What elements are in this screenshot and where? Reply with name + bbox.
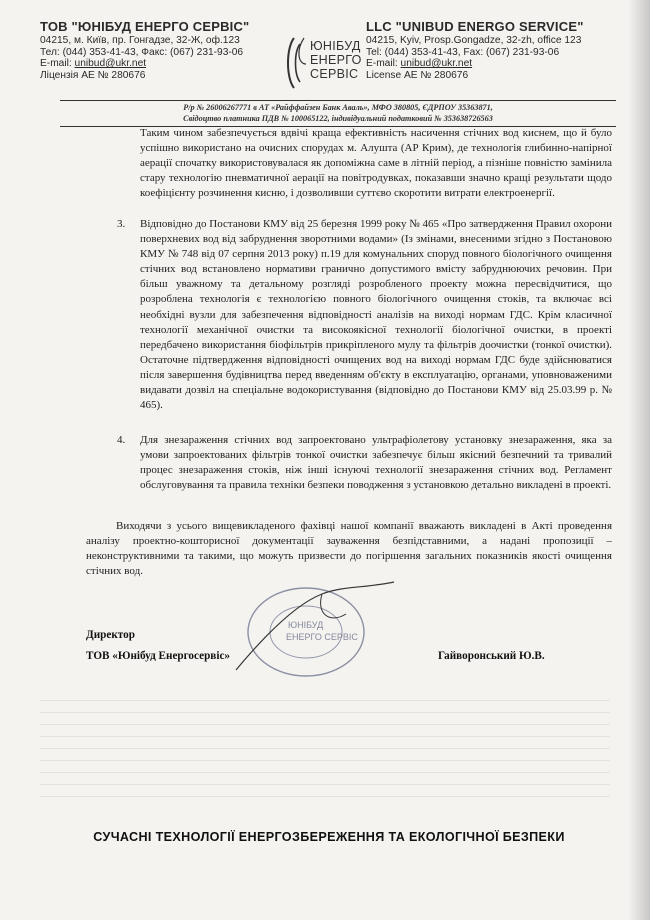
company-stamp-icon <box>226 574 406 686</box>
scan-edge-shadow <box>628 0 650 920</box>
company-name-en: LLC "UNIBUD ENERGO SERVICE" <box>366 19 584 34</box>
license-en: License АЕ № 280676 <box>366 69 469 81</box>
list-number-3: 3. <box>117 218 126 230</box>
address-ua: 04215, м. Київ, пр. Гонгадзе, 32-Ж, оф.123 <box>40 35 240 46</box>
company-logo <box>284 34 366 92</box>
list-item-3: Відповідно до Постанови КМУ від 25 березня 1999 року № 465 «Про затвердження Правил охорони поверхневих вод від забруднення зворотними водами» (Із змінами, внесеними згідно з Постановою КМУ № 748 від 07 серпня 2013 року) п.19 для комунальних споруд повного біологічного очищення стічних вод встановлено нормативи гранично допустимого вмісту забруднюючих речовин. При більш уважному та детальному розгляді розробленого проекту можна пересвідчитися, що розроблена технологія є технологією повного біологічного очищення стоків, та включає всі необхідні вузли для забезпечення відповідності аналізів на виході нормам ГДС. Крім класичної технології механічної очистки та високоякісної технології біологічної очистки, в проекті передбачено використання біофільтрів прикріпленого мулу та фільтрів доочистки (тонкої очистки). Остаточне підтвердження відповідності очищених вод на виході нормам ГДС буде здійснюватися після завершення будівництва перед введенням об'єкту в експлуатацію, органами, уповноваженими видавати дозвіл на спеціальне водокористування (відповідно до Постанови КМУ від 25.03.99 р. № 465). <box>140 218 612 412</box>
letterhead-ukrainian <box>40 18 270 81</box>
phone-en: Tel: (044) 353-41-43, Fax: (067) 231-93-06 <box>366 46 560 58</box>
bank-details: Р/р № 26006267771 в АТ «Райффайзен Банк Аваль», МФО 380805, ЄДРПОУ 35363871, Свідоцтво платника ПДВ № 100065122, індивідуальний податковий № 353638726563 <box>60 100 616 127</box>
email-ua: E-mail: unibud@ukr.net <box>40 58 147 70</box>
phone-ua: Тел: (044) 353-41-43, Факс: (067) 231-93-06 <box>40 46 244 58</box>
logo-line-3: СЕРВІС <box>310 67 359 81</box>
reverse-side-bleed-through <box>40 700 610 820</box>
list-number-4: 4. <box>117 434 126 446</box>
signatory-name: Гайворонський Ю.В. <box>438 650 545 662</box>
license-ua: Ліцензія АЕ № 280676 <box>40 69 146 81</box>
svg-text:ЕНЕРГО СЕРВІС: ЕНЕРГО СЕРВІС <box>286 632 358 642</box>
address-en-1: 04215, Kyiv, Prosp.Gongadze, 32-zh, office 123 <box>366 35 582 46</box>
list-item-4: Для знезараження стічних вод запроектовано ультрафіолетову установку знезараження, яка за умови запроектованих фільтрів тонкої очистки забезпечує більш якісний безпечний та тривалий процес знезараження стоків, ніж інші існуючі технології знезараження стічних вод. Регламент обслуговування та правила техніки безпеки поводження з установкою детально викладені в проекті. <box>140 434 612 492</box>
signatory-company: ТОВ «Юнібуд Енергосервіс» <box>86 650 231 662</box>
continuation-paragraph: Таким чином забезпечується вдвічі краща ефективність насичення стічних вод киснем, що й було успішно використано на очисних спорудах м. Алушта (АР Крим), де технологія глибинно-напірної аерації спочатку використовувалася як допоміжна саме в літній період, а пізніше повністю замінила стару технологію пневматичної аерації на повітродувках, показавши значно кращі результати щодо коефіцієнту розчинення кисню, і дозволивши суттєво скоротити витрати електроенергії. <box>140 127 612 200</box>
conclusion-paragraph: Виходячи з усього вищевикладеного фахівці нашої компанії вважають викладені в Акті проведення аналізу проектно-кошторисної документації зауваження безпідставними, а надані пропозиції – неконструктивними та такими, що можуть призвести до погіршення загальних показників якості очищення стічних вод. <box>86 520 612 578</box>
svg-text:ЮНІБУД: ЮНІБУД <box>288 620 324 630</box>
company-name-ua: ТОВ "ЮНІБУД ЕНЕРГО СЕРВІС" <box>40 19 250 34</box>
logo-line-2: ЕНЕРГО <box>310 53 362 67</box>
logo-line-1: ЮНІБУД <box>310 39 361 53</box>
email-en: E-mail: unibud@ukr.net <box>366 58 473 70</box>
letterhead-english <box>366 18 616 81</box>
signatory-title: Директор <box>86 629 135 641</box>
footer-slogan: СУЧАСНІ ТЕХНОЛОГІЇ ЕНЕРГОЗБЕРЕЖЕННЯ ТА ЕКОЛОГІЧНОЇ БЕЗПЕКИ <box>93 830 565 844</box>
